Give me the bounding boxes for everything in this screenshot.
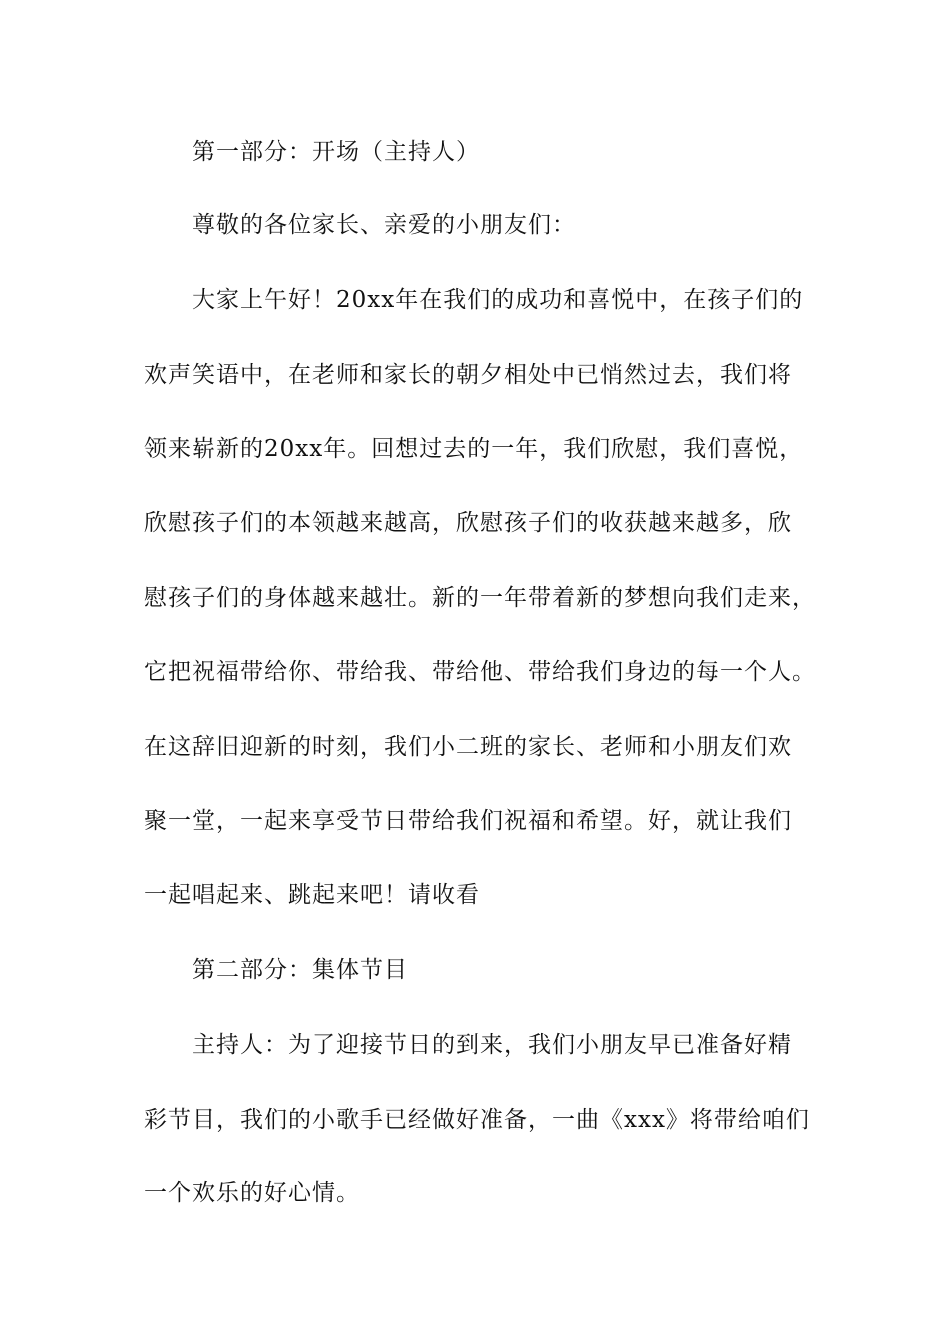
paragraph-line: 一起唱起来、跳起来吧！请收看 [144, 882, 480, 908]
paragraph-line: 一个欢乐的好心情。 [144, 1180, 360, 1206]
paragraph-line: 在这辞旧迎新的时刻，我们小二班的家长、老师和小朋友们欢 [144, 734, 792, 760]
paragraph-line: 主持人：为了迎接节日的到来，我们小朋友早已准备好精 [192, 1032, 792, 1058]
paragraph-line: 聚一堂，一起来享受节日带给我们祝福和希望。好，就让我们 [144, 808, 792, 834]
section-heading-2: 第二部分：集体节目 [192, 957, 408, 983]
paragraph-line: 领来崭新的20xx年。回想过去的一年，我们欣慰，我们喜悦， [144, 436, 804, 462]
paragraph-line: 慰孩子们的身体越来越壮。新的一年带着新的梦想向我们走来， [144, 585, 816, 611]
paragraph-line: 大家上午好！20xx年在我们的成功和喜悦中，在孩子们的 [192, 287, 804, 313]
paragraph-line: 欣慰孩子们的本领越来越高，欣慰孩子们的收获越来越多，欣 [144, 510, 792, 536]
paragraph-line: 彩节目，我们的小歌手已经做好准备，一曲《xxx》将带给咱们 [144, 1107, 810, 1133]
paragraph-line: 欢声笑语中，在老师和家长的朝夕相处中已悄然过去，我们将 [144, 362, 792, 388]
greeting-line: 尊敬的各位家长、亲爱的小朋友们： [192, 212, 576, 238]
paragraph-line: 它把祝福带给你、带给我、带给他、带给我们身边的每一个人。 [144, 659, 816, 685]
section-heading-1: 第一部分：开场（主持人） [192, 139, 480, 165]
